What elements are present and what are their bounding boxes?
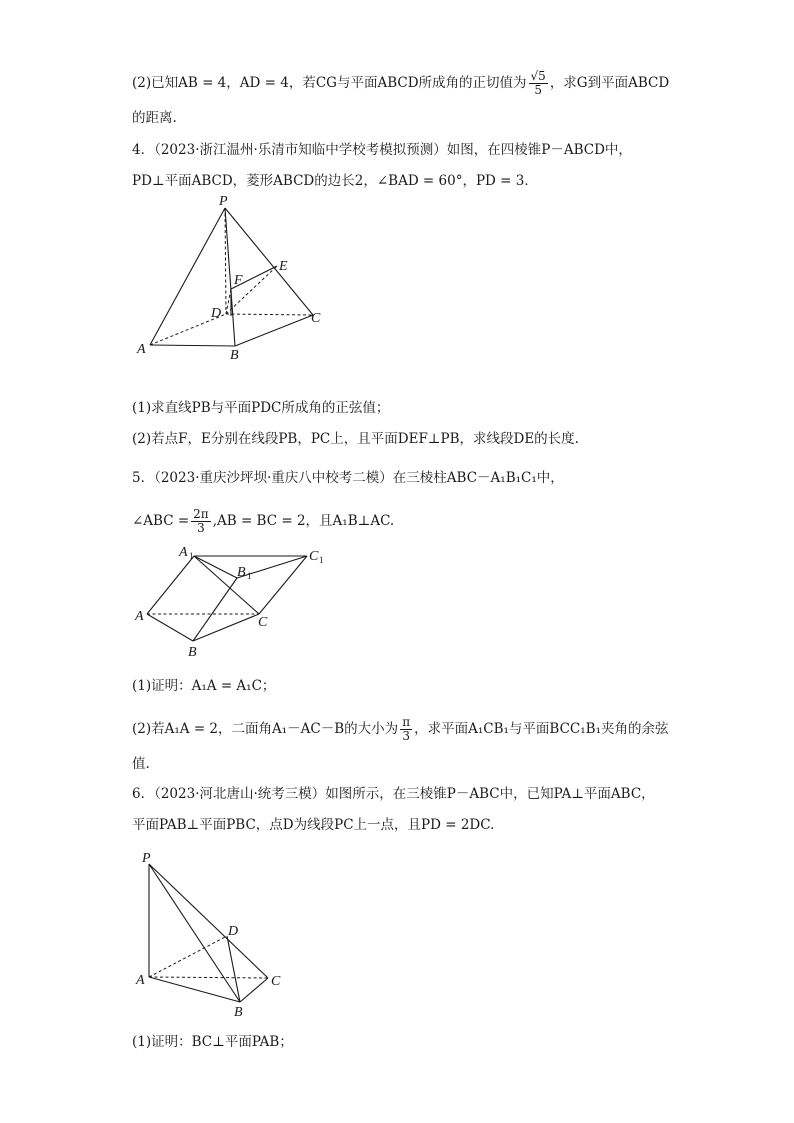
q5-label-C1-sub: 1 (319, 555, 324, 565)
q4-label-C: C (311, 311, 321, 326)
q4-label-A: A (137, 342, 146, 357)
q5-part2-frac-den: 3 (402, 729, 410, 743)
q3-frac-num: √5 (530, 69, 546, 83)
q4-condition: PD⊥平面ABCD，菱形ABCD的边长2，∠BAD = 60°，PD = 3． (132, 173, 538, 189)
q6-label-C: C (271, 974, 281, 989)
q3-part2-end: ，求G到平面ABCD (549, 75, 670, 91)
q5-cond-pre: ∠ABC = (132, 513, 190, 529)
q5-label-C: C (258, 615, 268, 630)
q6-header: 6．（2023·河北唐山·统考三模）如图所示，在三棱锥P－ABC中，已知PA⊥平面ABC， (132, 786, 655, 802)
q5-label-A: A (135, 609, 144, 624)
q5-label-B: B (188, 645, 197, 660)
q4-label-D: D (211, 306, 222, 321)
q5-part2-pre: (2)若A₁A = 2，二面角A₁－AC－B的大小为 (132, 721, 399, 737)
q6-label-D: D (228, 924, 239, 939)
q4-label-B: B (230, 348, 239, 363)
q5-label-B1: B (237, 565, 246, 580)
q5-cond-frac-den: 3 (197, 521, 205, 535)
q5-part2-frac-num: π (402, 715, 411, 729)
q5-label-B1-sub: 1 (247, 571, 252, 581)
q4-header: 4．（2023·浙江温州·乐清市知临中学校考模拟预测）如图，在四棱锥P－ABCD中， (132, 142, 632, 158)
q4-part2: (2)若点F，E分别在线段PB，PC上，且平面DEF⊥PB，求线段DE的长度. (132, 431, 579, 447)
q6-label-P: P (142, 851, 151, 866)
q5-cond-frac-num: 2π (193, 507, 209, 521)
q6-label-A: A (136, 973, 145, 988)
q3-frac-den: 5 (534, 83, 542, 97)
q5-header: 5．（2023·重庆沙坪坝·重庆八中校考二模）在三棱柱ABC－A₁B₁C₁中， (132, 470, 564, 486)
q5-label-A1-sub: 1 (189, 551, 194, 561)
q4-label-F: F (234, 273, 243, 288)
q5-part1: (1)证明：A₁A = A₁C； (132, 678, 276, 694)
q3-part2-line2: 的距离. (132, 110, 177, 126)
q5-part2-post: ，求平面A₁CB₁与平面BCC₁B₁夹角的余弦 (414, 721, 669, 737)
q6-label-B: B (234, 1005, 243, 1020)
q5-label-C1: C (309, 549, 319, 564)
q3-part2-text: (2)已知AB = 4，AD = 4，若CG与平面ABCD所成角的正切值为 (132, 75, 527, 91)
q5-part2-line2: 值. (132, 756, 150, 772)
q5-label-A1: A (179, 545, 188, 560)
q4-label-E: E (279, 259, 288, 274)
q4-label-P: P (219, 194, 228, 209)
q6-part1: (1)证明：BC⊥平面PAB； (132, 1034, 293, 1050)
q5-cond-post: ,AB = BC = 2，且A₁B⊥AC. (212, 513, 395, 529)
q4-part1: (1)求直线PB与平面PDC所成角的正弦值； (132, 400, 390, 416)
q6-condition: 平面PAB⊥平面PBC，点D为线段PC上一点，且PD = 2DC. (132, 817, 495, 833)
